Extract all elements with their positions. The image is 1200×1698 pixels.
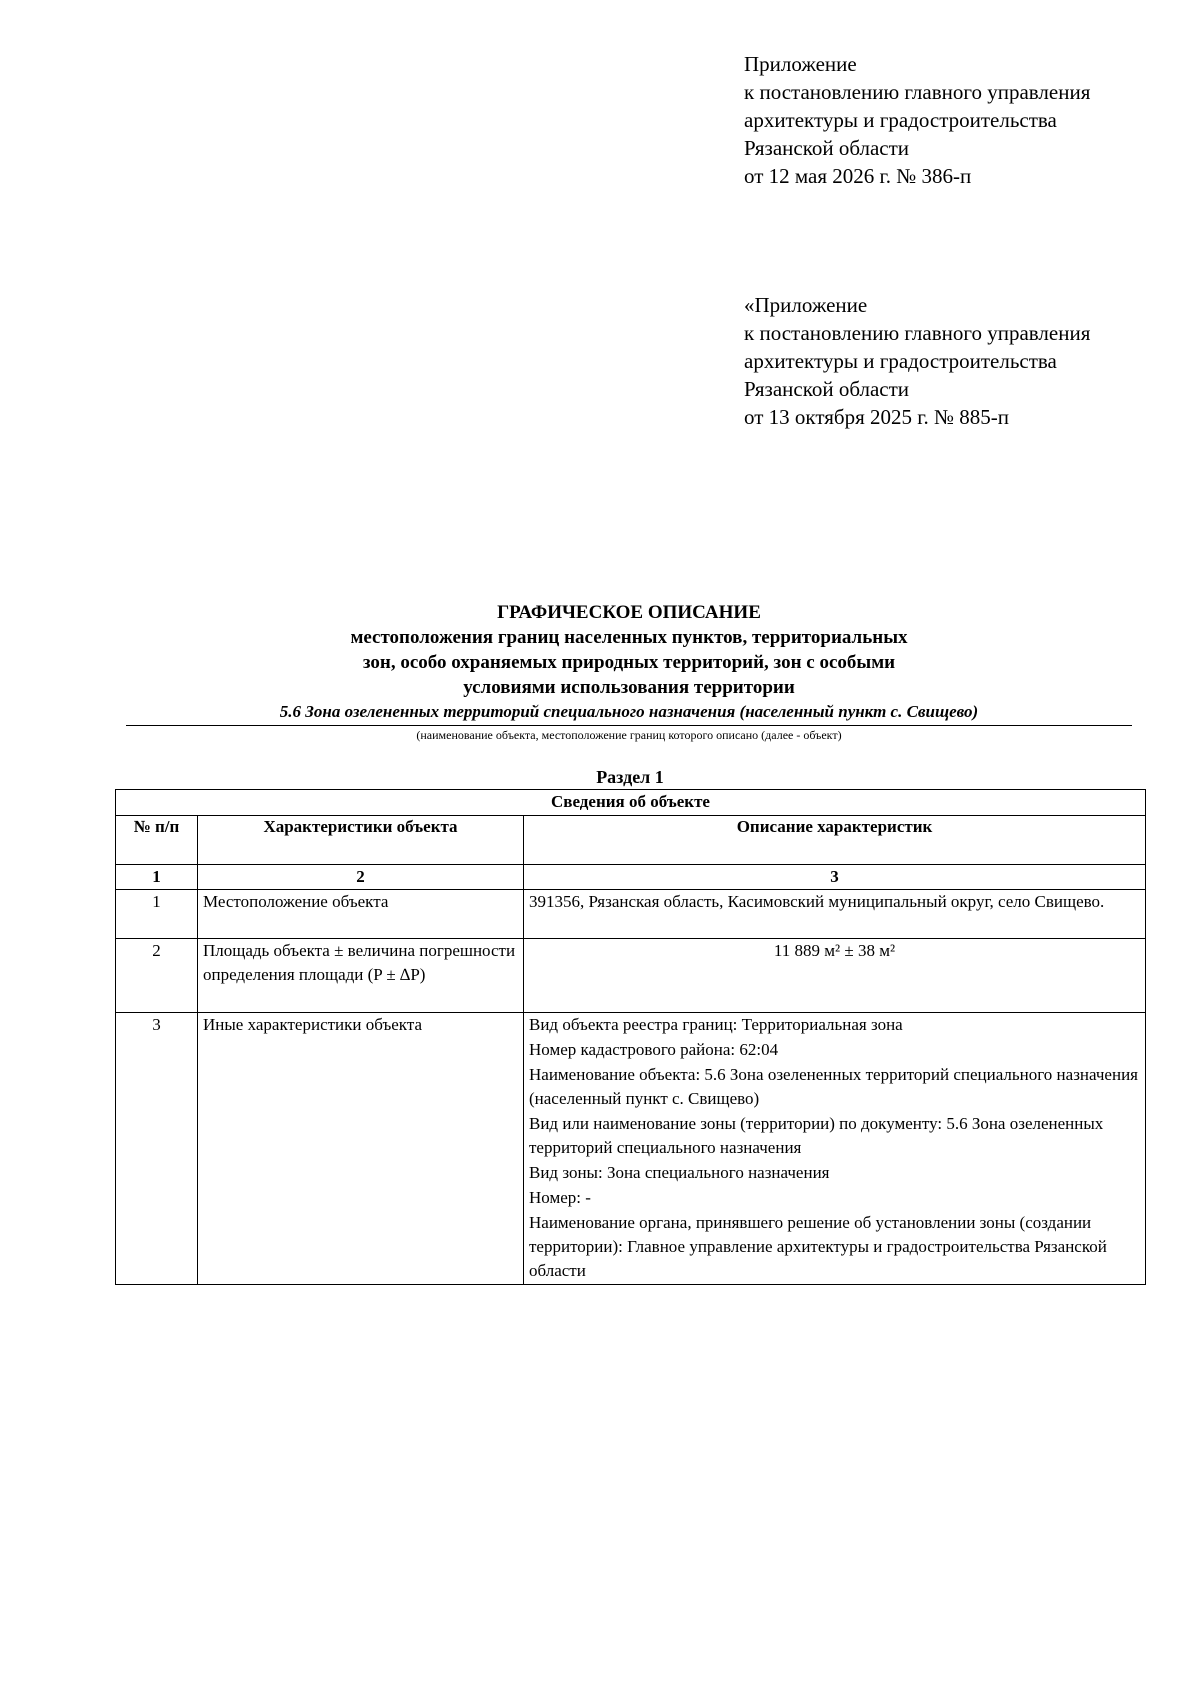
row-characteristic: Иные характеристики объекта [198,1013,524,1285]
appendix-line: архитектуры и градостроительства [744,349,1057,373]
description-line: Вид зоны: Зона специального назначения [529,1163,830,1182]
table-row [116,939,1146,1013]
description-line: Наименование объекта: 5.6 Зона озелененных территорий специального назначения (населенный пункт с. Свищево) [529,1065,1138,1108]
column-header-characteristic: Характеристики объекта [198,816,524,865]
appendix-date: от 12 мая 2026 г. № 386-п [744,164,972,188]
appendix-line: к постановлению главного управления [744,321,1091,345]
column-number: 1 [116,865,198,890]
description-line: Вид объекта реестра границ: Территориальная зона [529,1015,903,1034]
document-title: ГРАФИЧЕСКОЕ ОПИСАНИЕ [497,602,761,623]
row-description: 11 889 м² ± 38 м² [524,939,1146,1013]
row-number: 2 [116,939,198,1013]
table-row [116,1013,1146,1285]
appendix-line: Рязанской области [744,377,910,401]
object-info-table [115,789,1146,1285]
description-line: Наименование органа, принявшего решение об установлении зоны (создании территории): Главное управление архитектуры и градостроительства Рязанской области [529,1213,1107,1280]
row-characteristic: Площадь объекта ± величина погрешности определения площади (P ± ∆P) [198,939,524,1013]
table-row [116,890,1146,939]
document-subtitle-line: зон, особо охраняемых природных территорий, зон с особыми [362,652,896,673]
row-description [524,1013,1146,1285]
row-number: 1 [116,890,198,939]
row-number: 3 [116,1013,198,1285]
row-characteristic: Местоположение объекта [198,890,524,939]
column-number: 2 [198,865,524,890]
appendix-line: Приложение [744,52,857,76]
appendix-date: от 13 октября 2025 г. № 885-п [744,405,1009,429]
column-header-number: № п/п [116,816,198,865]
object-name: 5.6 Зона озелененных территорий специального назначения (населенный пункт с. Свищево) [126,700,1132,726]
appendix-header-previous [744,291,1184,431]
column-header-description: Описание характеристик [524,816,1146,865]
table-caption: Сведения об объекте [116,790,1146,816]
document-subtitle-line: условиями использования территории [463,677,795,698]
document-title-block [126,600,1132,744]
appendix-header-current [744,50,1184,190]
appendix-line: к постановлению главного управления [744,80,1091,104]
appendix-line: архитектуры и градостроительства [744,108,1057,132]
appendix-line: Рязанской области [744,136,910,160]
object-name-caption: (наименование объекта, местоположение границ которого описано (далее - объект) [416,728,842,742]
section-title: Раздел 1 [596,767,664,787]
appendix-line: «Приложение [744,293,868,317]
document-subtitle-line: местоположения границ населенных пунктов, территориальных [350,627,908,648]
description-line: Вид или наименование зоны (территории) по документу: 5.6 Зона озелененных территорий специального назначения [529,1114,1104,1157]
column-number: 3 [524,865,1146,890]
description-line: Номер кадастрового района: 62:04 [529,1040,779,1059]
row-description: 391356, Рязанская область, Касимовский муниципальный округ, село Свищево. [524,890,1146,939]
description-line: Номер: - [529,1188,591,1207]
